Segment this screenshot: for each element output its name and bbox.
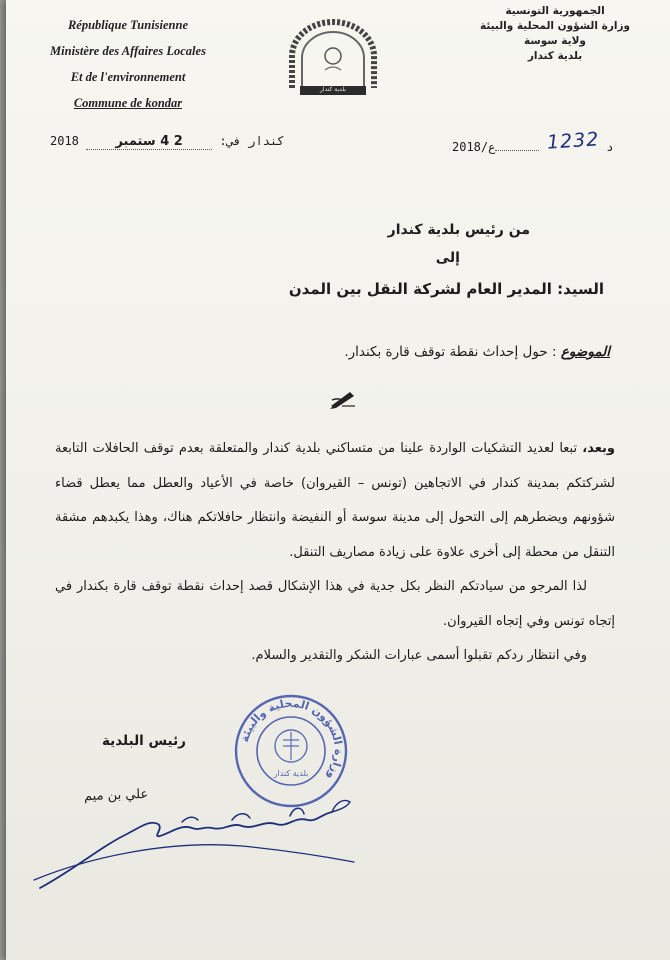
date-reference-row xyxy=(6,128,670,168)
body-paragraph-2: لذا المرجو من سيادتكم النظر بكل جدية في هذا الإشكال قصد إحداث نقطة توقف قارة بكندار في إتجاه تونس وفي إتجاه القيروان. xyxy=(55,579,615,629)
subject-line xyxy=(50,344,610,360)
header-fr-republic: République Tunisienne xyxy=(67,18,189,32)
subject-text: حول إحداث نقطة توقف قارة بكندار. xyxy=(344,344,548,360)
header-fr-commune: Commune de kondar xyxy=(73,96,183,110)
date-value-line xyxy=(86,134,212,150)
sender-line: من رئيس بلدية كندار xyxy=(387,222,530,238)
reference-year: 2018/ xyxy=(452,140,489,154)
reference-suffix: د xyxy=(606,140,614,154)
letter-page xyxy=(6,0,670,960)
letter-reference xyxy=(452,128,614,156)
header-french xyxy=(38,12,218,116)
subject-separator: : xyxy=(552,344,557,360)
subject-label: الموضوع xyxy=(560,344,610,360)
reference-number: 1232 xyxy=(545,128,600,154)
handwritten-signature-icon xyxy=(32,776,362,896)
header-ar-ministry: وزارة الشؤون المحلية والبيئة xyxy=(479,20,631,32)
signatory-title: رئيس البلدية xyxy=(102,733,186,749)
letter-date xyxy=(50,134,284,150)
addressee-line: السيد: المدير العام لشركة النقل بين المدن xyxy=(288,280,604,298)
stamp-ring-text: وزارة الشؤون المحلية والبيئة xyxy=(237,696,346,783)
body-lead: وبعد، xyxy=(582,441,615,456)
header-ar-republic: الجمهورية التونسية xyxy=(505,5,605,17)
header-fr-environment: Et de l'environnement xyxy=(70,70,186,84)
date-handwritten: 2 4 ستمبر xyxy=(115,134,183,149)
reference-dots xyxy=(495,150,539,151)
header-ar-municipality: بلدية كندار xyxy=(527,50,583,62)
stamp-center-text: بلدية كندار xyxy=(273,769,309,778)
pen-icon xyxy=(328,388,358,410)
body-p1-text: تبعا لعديد التشكيات الواردة علينا من متساكني بلدية كندار والمتعلقة بعدم توقف الحافلات التابعة لشركتكم بمدينة كندار في الاتجاهين (تونس – القيروان) خاصة في الأعياد والعطل مما يعطل قضاء شؤونهم ويضطرهم إلى التحول إلى مدينة سوسة أو النفيضة وانتظار حافلاتكم هناك، وهذا يكبدهم مشقة التنقل من محطة إلى أخرى علاوة على زيادة مصاريف التنقل. xyxy=(55,441,615,560)
body-paragraph-1 xyxy=(55,432,615,570)
reference-prefix: ع xyxy=(488,140,496,154)
emblem-caption: بلدية كندار xyxy=(320,86,346,93)
letter-body xyxy=(55,432,615,674)
date-year: 2018 xyxy=(50,134,79,148)
signatory-name: علي بن ميم xyxy=(83,786,149,805)
header-ar-governorate: ولاية سوسة xyxy=(524,35,586,47)
header-arabic xyxy=(470,4,640,64)
to-label: إلى xyxy=(435,250,460,266)
date-label: كندار في: xyxy=(219,134,285,148)
body-paragraph-3: وفي انتظار ردكم تقبلوا أسمى عبارات الشكر والتقدير والسلام. xyxy=(251,648,587,663)
header-fr-ministry: Ministère des Affaires Locales xyxy=(50,44,206,58)
